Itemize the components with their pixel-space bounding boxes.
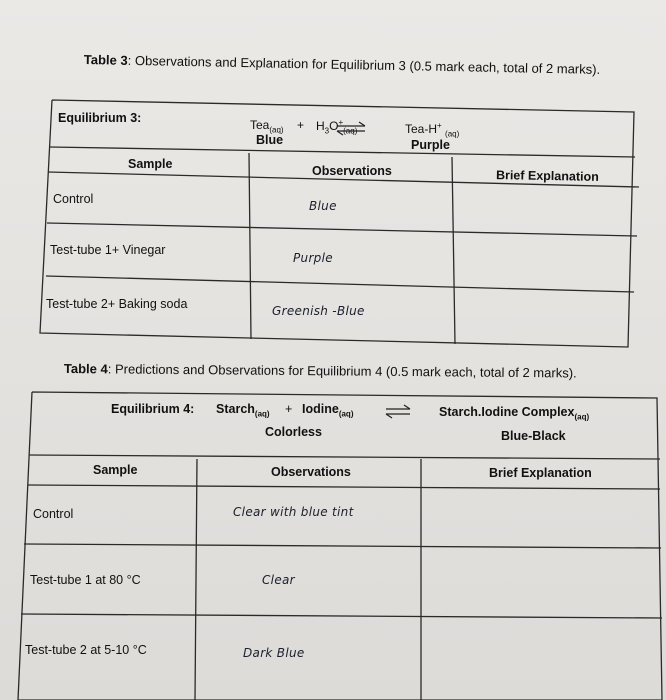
table3-equilibrium-label: Equilibrium 3: xyxy=(58,111,142,125)
table3-reactant-color: Blue xyxy=(256,133,284,147)
table3-header-divider xyxy=(50,147,635,157)
table4-header-explanation: Brief Explanation xyxy=(489,466,592,480)
table4-product: Starch.Iodine Complex$_{(aq)}$ xyxy=(439,405,590,422)
table4-reactant-color: Colorless xyxy=(265,425,322,439)
table4-row3-observation: Dark Blue xyxy=(243,646,305,660)
table3-row3-sample: Test-tube 2+ Baking soda xyxy=(46,297,188,311)
table3-row2-sample: Test-tube 1+ Vinegar xyxy=(50,243,166,257)
table4-header-sample: Sample xyxy=(93,463,138,477)
table4-row2-observation: Clear xyxy=(262,573,295,587)
table3-product-color: Purple xyxy=(411,138,450,152)
table4-header-observations: Observations xyxy=(271,465,351,479)
table3-title: Table 3: Observations and Explanation for Equilibrium 3 (0.5 mark each, total of 2 marks). xyxy=(83,52,601,77)
table3-product: Tea-H+ $_{(aq)}$ xyxy=(405,121,460,139)
table4-col-divider-1 xyxy=(195,459,197,700)
table4-title: Table 4: Predictions and Observations for Equilibrium 4 (0.5 mark each, total of 2 marks). xyxy=(63,361,577,381)
table4-equilibrium-label: Equilibrium 4: xyxy=(111,402,195,416)
table4-col-header-divider xyxy=(28,485,660,489)
table3-reactant: Tea$_{(aq)}$ xyxy=(250,118,284,135)
table3-hydronium: $H_3O^+_{(aq)}$ xyxy=(316,118,358,136)
table4-row1-sample: Control xyxy=(33,507,74,521)
table3-row1-sample: Control xyxy=(53,192,94,206)
table4-row3-sample: Test-tube 2 at 5-10 °C xyxy=(25,643,147,657)
table3-row1-observation: Blue xyxy=(309,199,337,213)
table4-product-color: Blue-Black xyxy=(501,429,566,443)
table3-col-divider-1 xyxy=(249,153,251,339)
table3-row2-observation: Purple xyxy=(293,251,333,265)
table3-header-observations: Observations xyxy=(312,164,392,178)
table3-plus: + xyxy=(297,118,305,132)
table4-reactant1: Starch$_{(aq)}$ xyxy=(216,402,270,419)
table3-col-divider-2 xyxy=(452,157,455,344)
table4-header-divider xyxy=(29,455,660,459)
table4-reactant2: Iodine$_{(aq)}$ xyxy=(302,402,354,419)
table3-row3-observation: Greenish -Blue xyxy=(272,304,365,318)
table3-header-sample: Sample xyxy=(128,157,173,171)
table4-row1-observation: Clear with blue tint xyxy=(233,505,354,519)
table4-row2-sample: Test-tube 1 at 80 °C xyxy=(30,573,141,587)
table3-header-explanation: Brief Explanation xyxy=(495,168,599,184)
table4-plus: + xyxy=(285,402,293,416)
